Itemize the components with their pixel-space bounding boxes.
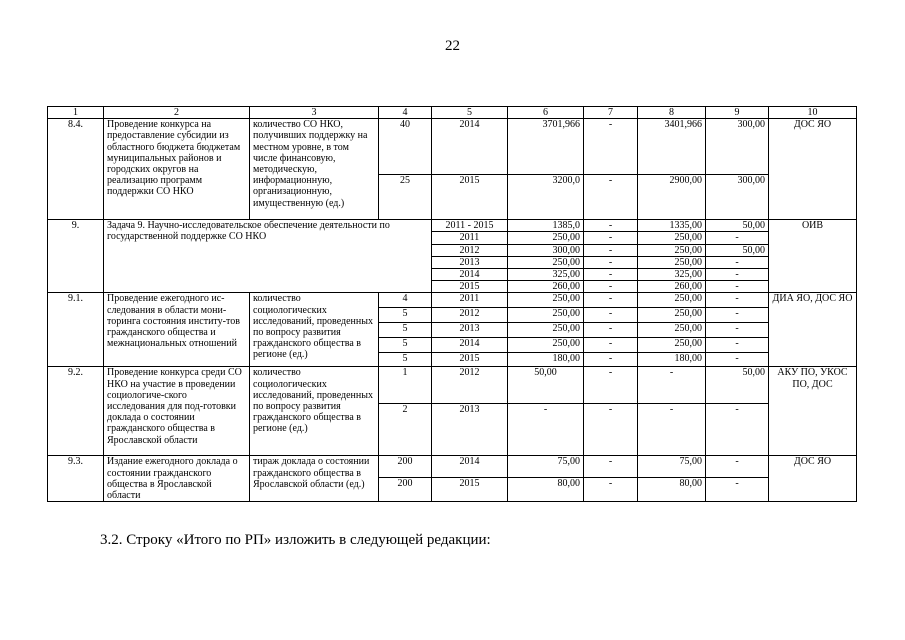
indicator-value: 40 <box>379 119 432 175</box>
federal-cell: - <box>584 119 638 175</box>
regional-cell: 2900,00 <box>638 175 706 220</box>
page-number: 22 <box>445 38 460 54</box>
regional-cell: 325,00 <box>638 269 706 281</box>
regional-cell: 75,00 <box>638 456 706 478</box>
indicator-value: 5 <box>379 323 432 338</box>
year-cell: 2013 <box>432 404 508 456</box>
column-number: 1 <box>48 107 104 119</box>
executor-cell: АКУ ПО, УКОС ПО, ДОС <box>769 367 857 456</box>
indicator-name: тираж доклада о состоянии гражданского общества в Ярославской области (ед.) <box>250 456 379 502</box>
indicator-value: 2 <box>379 404 432 456</box>
regional-cell: 260,00 <box>638 281 706 293</box>
municipal-cell: - <box>706 269 769 281</box>
indicator-value: 5 <box>379 353 432 367</box>
event-name: Проведение конкурса среди СО НКО на участие в проведении социологиче-ского исследования для под-готовки доклада о состоянии гражданского общества в Ярославской области <box>104 367 250 456</box>
federal-cell: - <box>584 281 638 293</box>
municipal-cell: - <box>706 281 769 293</box>
row-number: 9. <box>48 220 104 293</box>
municipal-cell: - <box>706 293 769 308</box>
total-cell: 250,00 <box>508 232 584 244</box>
regional-cell: 250,00 <box>638 244 706 256</box>
row-number: 9.3. <box>48 456 104 502</box>
federal-cell: - <box>584 456 638 478</box>
regional-cell: - <box>638 404 706 456</box>
year-cell: 2012 <box>432 367 508 404</box>
year-cell: 2011 <box>432 293 508 308</box>
federal-cell: - <box>584 269 638 281</box>
event-name: Проведение ежегодного ис-следования в области мони-торинга состояния институ-тов гражданского общества и межнациональных отношений <box>104 293 250 367</box>
total-cell: 1385,0 <box>508 220 584 232</box>
event-name: Проведение конкурса на предоставление субсидии из областного бюджета бюджетам муниципальных районов и городских округов на реализацию программ поддержки СО НКО <box>104 119 250 220</box>
federal-cell: - <box>584 367 638 404</box>
regional-cell: 80,00 <box>638 478 706 502</box>
total-cell: 260,00 <box>508 281 584 293</box>
year-cell: 2015 <box>432 478 508 502</box>
table-row <box>48 367 857 404</box>
federal-cell: - <box>584 323 638 338</box>
indicator-name: количество СО НКО, получивших поддержку на местном уровне, в том числе финансовую, методическую, информационную, организационную, имущественную (ед.) <box>250 119 379 220</box>
total-cell: 300,00 <box>508 244 584 256</box>
regional-cell: 250,00 <box>638 256 706 268</box>
row-number: 8.4. <box>48 119 104 220</box>
federal-cell: - <box>584 478 638 502</box>
year-cell: 2014 <box>432 338 508 353</box>
total-cell: 325,00 <box>508 269 584 281</box>
column-number: 4 <box>379 107 432 119</box>
total-cell: 3701,966 <box>508 119 584 175</box>
total-cell: 180,00 <box>508 353 584 367</box>
municipal-cell: - <box>706 404 769 456</box>
federal-cell: - <box>584 353 638 367</box>
municipal-cell: 50,00 <box>706 367 769 404</box>
year-cell: 2012 <box>432 308 508 323</box>
column-number: 6 <box>508 107 584 119</box>
indicator-value: 1 <box>379 367 432 404</box>
federal-cell: - <box>584 338 638 353</box>
indicator-value: 200 <box>379 478 432 502</box>
municipal-cell: - <box>706 323 769 338</box>
municipal-cell: 300,00 <box>706 119 769 175</box>
total-cell: 250,00 <box>508 308 584 323</box>
indicator-value: 25 <box>379 175 432 220</box>
task-name: Задача 9. Научно-исследовательское обеспечение деятельности по государственной поддержке СО НКО <box>104 220 432 293</box>
municipal-cell: - <box>706 256 769 268</box>
table-row <box>48 220 857 232</box>
year-cell: 2013 <box>432 323 508 338</box>
indicator-value: 5 <box>379 308 432 323</box>
federal-cell: - <box>584 244 638 256</box>
year-cell: 2011 - 2015 <box>432 220 508 232</box>
column-number: 3 <box>250 107 379 119</box>
column-number: 10 <box>769 107 857 119</box>
column-number: 2 <box>104 107 250 119</box>
regional-cell: 250,00 <box>638 293 706 308</box>
column-number: 7 <box>584 107 638 119</box>
year-cell: 2012 <box>432 244 508 256</box>
table-row <box>48 119 857 175</box>
federal-cell: - <box>584 308 638 323</box>
total-cell: 80,00 <box>508 478 584 502</box>
year-cell: 2015 <box>432 175 508 220</box>
table-row <box>48 456 857 478</box>
municipal-cell: 300,00 <box>706 175 769 220</box>
executor-cell: ДОС ЯО <box>769 119 857 220</box>
municipal-cell: - <box>706 338 769 353</box>
municipal-cell: - <box>706 232 769 244</box>
row-number: 9.2. <box>48 367 104 456</box>
total-cell: 3200,0 <box>508 175 584 220</box>
row-number: 9.1. <box>48 293 104 367</box>
federal-cell: - <box>584 175 638 220</box>
indicator-value: 200 <box>379 456 432 478</box>
regional-cell: - <box>638 367 706 404</box>
total-cell: 250,00 <box>508 338 584 353</box>
event-name: Издание ежегодного доклада о состоянии гражданского общества в Ярославской области <box>104 456 250 502</box>
federal-cell: - <box>584 220 638 232</box>
total-cell: 250,00 <box>508 293 584 308</box>
year-cell: 2014 <box>432 456 508 478</box>
year-cell: 2011 <box>432 232 508 244</box>
year-cell: 2015 <box>432 353 508 367</box>
executor-cell: ДИА ЯО, ДОС ЯО <box>769 293 857 367</box>
indicator-value: 4 <box>379 293 432 308</box>
regional-cell: 250,00 <box>638 232 706 244</box>
municipal-cell: 50,00 <box>706 220 769 232</box>
total-cell: 250,00 <box>508 256 584 268</box>
federal-cell: - <box>584 293 638 308</box>
column-number: 9 <box>706 107 769 119</box>
table-row <box>48 293 857 308</box>
indicator-value: 5 <box>379 338 432 353</box>
total-cell: 250,00 <box>508 323 584 338</box>
municipal-cell: - <box>706 353 769 367</box>
regional-cell: 180,00 <box>638 353 706 367</box>
column-number: 5 <box>432 107 508 119</box>
year-cell: 2014 <box>432 119 508 175</box>
total-cell: 75,00 <box>508 456 584 478</box>
year-cell: 2014 <box>432 269 508 281</box>
executor-cell: ОИВ <box>769 220 857 293</box>
regional-cell: 250,00 <box>638 323 706 338</box>
federal-cell: - <box>584 232 638 244</box>
column-number-row <box>48 107 857 119</box>
total-cell: 50,00 <box>508 367 584 404</box>
indicator-name: количество социологических исследований, проведенных по вопросу развития гражданского общества в регионе (ед.) <box>250 293 379 367</box>
municipal-cell: - <box>706 308 769 323</box>
federal-cell: - <box>584 404 638 456</box>
federal-cell: - <box>584 256 638 268</box>
program-table <box>47 106 857 502</box>
total-cell: - <box>508 404 584 456</box>
regional-cell: 250,00 <box>638 308 706 323</box>
amendment-paragraph: 3.2. Строку «Итого по РП» изложить в следующей редакции: <box>100 532 491 548</box>
municipal-cell: - <box>706 478 769 502</box>
municipal-cell: - <box>706 456 769 478</box>
year-cell: 2015 <box>432 281 508 293</box>
regional-cell: 1335,00 <box>638 220 706 232</box>
indicator-name: количество социологических исследований, проведенных по вопросу развития гражданского общества в регионе (ед.) <box>250 367 379 456</box>
municipal-cell: 50,00 <box>706 244 769 256</box>
executor-cell: ДОС ЯО <box>769 456 857 502</box>
regional-cell: 3401,966 <box>638 119 706 175</box>
column-number: 8 <box>638 107 706 119</box>
regional-cell: 250,00 <box>638 338 706 353</box>
year-cell: 2013 <box>432 256 508 268</box>
